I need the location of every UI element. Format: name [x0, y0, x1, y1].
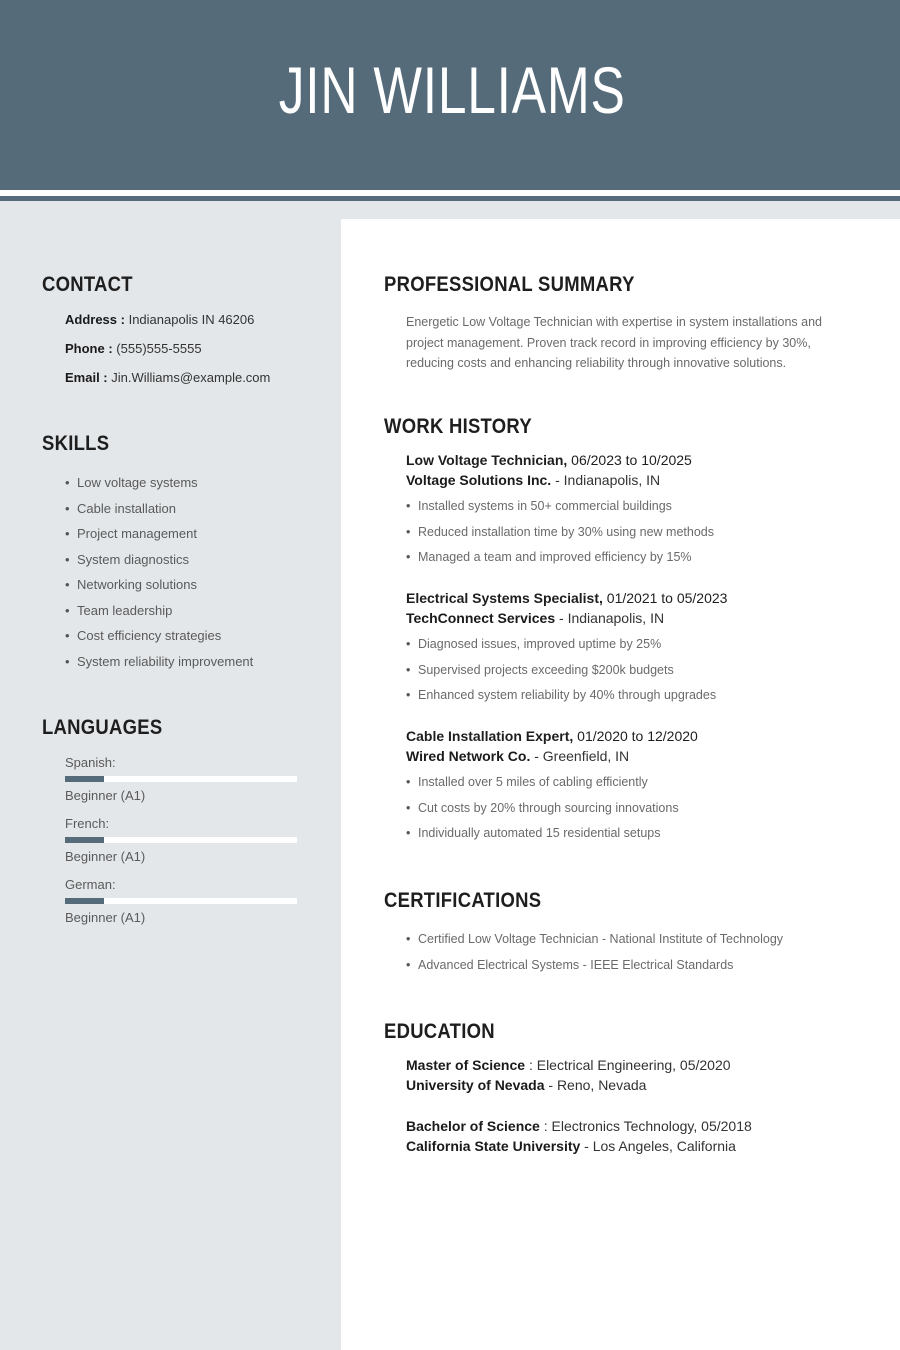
resume-header — [0, 0, 900, 190]
education-school: California State University — [406, 1138, 581, 1154]
candidate-name: JIN WILLIAMS — [278, 53, 626, 127]
address-value: Indianapolis IN 46206 — [128, 312, 255, 327]
job-title-line — [406, 728, 698, 744]
bullet-icon: • — [406, 663, 411, 677]
skill-item: • Networking solutions — [65, 577, 197, 592]
bullet-icon: • — [65, 526, 70, 541]
bullet-icon: • — [406, 958, 411, 972]
bullet-icon: • — [65, 475, 70, 490]
email-value: Jin.Williams@example.com — [111, 370, 271, 385]
contact-phone — [65, 341, 202, 356]
contact-address — [65, 312, 254, 327]
education-school-line — [406, 1077, 646, 1093]
phone-value: (555)555-5555 — [116, 341, 202, 356]
education-location: - Los Angeles, California — [580, 1138, 736, 1154]
education-degree: Bachelor of Science — [406, 1118, 540, 1134]
skill-item: • Project management — [65, 526, 197, 541]
bullet-icon: • — [406, 550, 411, 564]
job-role: Low Voltage Technician, — [406, 452, 568, 468]
bullet-icon: • — [65, 501, 70, 516]
skills-title: SKILLS — [42, 432, 110, 455]
language-proficiency-fill — [65, 776, 104, 782]
job-location: - Indianapolis, IN — [551, 472, 661, 488]
language-proficiency-fill — [65, 837, 104, 843]
job-dates: 01/2021 to 05/2023 — [602, 590, 728, 606]
education-field: : Electrical Engineering, 05/2020 — [525, 1057, 731, 1073]
summary-text: Energetic Low Voltage Technician with expertise in system installations and project management. Proven track record in improving efficiency by 30%, reducing costs and enhancing reliability through innovative solutions. — [406, 315, 822, 370]
education-school-line — [406, 1138, 736, 1154]
skill-item: • Team leadership — [65, 603, 173, 618]
job-dates: 01/2020 to 12/2020 — [573, 728, 698, 744]
job-bullet: • Enhanced system reliability by 40% through upgrades — [406, 688, 717, 702]
language-name: Spanish: — [65, 755, 116, 770]
skill-item: • Cost efficiency strategies — [65, 628, 222, 643]
job-title-line — [406, 590, 727, 606]
job-company: Voltage Solutions Inc. — [406, 472, 552, 488]
skill-item: • System diagnostics — [65, 552, 189, 567]
language-proficiency-bar — [65, 898, 297, 904]
bullet-icon: • — [65, 577, 70, 592]
language-proficiency-fill — [65, 898, 104, 904]
language-name: French: — [65, 816, 110, 831]
job-bullet: • Cut costs by 20% through sourcing innovations — [406, 801, 679, 815]
language-proficiency-bar — [65, 837, 297, 843]
languages-title: LANGUAGES — [42, 716, 163, 739]
bullet-icon: • — [406, 637, 411, 651]
education-field: : Electronics Technology, 05/2018 — [539, 1118, 752, 1134]
contact-email — [65, 370, 270, 385]
bullet-icon: • — [406, 525, 411, 539]
contact-title: CONTACT — [42, 273, 133, 296]
language-level: Beginner (A1) — [65, 849, 146, 864]
bullet-icon: • — [65, 603, 70, 618]
job-bullet: • Reduced installation time by 30% using new methods — [406, 525, 715, 539]
job-company-line — [406, 748, 629, 764]
job-bullet: • Managed a team and improved efficiency by 15% — [406, 550, 692, 564]
job-location: - Indianapolis, IN — [555, 610, 665, 626]
job-role: Cable Installation Expert, — [406, 728, 574, 744]
skill-item: • Cable installation — [65, 501, 177, 516]
education-degree-line — [406, 1118, 752, 1134]
bullet-icon: • — [406, 932, 411, 946]
language-proficiency-bar — [65, 776, 297, 782]
summary-title: PROFESSIONAL SUMMARY — [384, 273, 635, 296]
main-top-strip — [341, 201, 900, 219]
skill-item: • Low voltage systems — [65, 475, 198, 490]
certification-item: • Advanced Electrical Systems - IEEE Electrical Standards — [406, 958, 734, 972]
job-company: TechConnect Services — [406, 610, 556, 626]
job-bullet: • Installed over 5 miles of cabling efficiently — [406, 775, 648, 789]
job-company: Wired Network Co. — [406, 748, 531, 764]
language-name: German: — [65, 877, 116, 892]
job-company-line — [406, 610, 664, 626]
bullet-icon: • — [406, 775, 411, 789]
phone-label: Phone : — [65, 341, 113, 356]
language-level: Beginner (A1) — [65, 910, 146, 925]
skill-item: • System reliability improvement — [65, 654, 254, 669]
job-bullet: • Individually automated 15 residential setups — [406, 826, 661, 840]
education-degree: Master of Science — [406, 1057, 526, 1073]
bullet-icon: • — [406, 688, 411, 702]
bullet-icon: • — [406, 826, 411, 840]
bullet-icon: • — [406, 499, 411, 513]
job-bullet: • Diagnosed issues, improved uptime by 25% — [406, 637, 662, 651]
bullet-icon: • — [406, 801, 411, 815]
certifications-title: CERTIFICATIONS — [384, 889, 542, 912]
job-role: Electrical Systems Specialist, — [406, 590, 603, 606]
job-bullet: • Supervised projects exceeding $200k budgets — [406, 663, 674, 677]
job-title-line — [406, 452, 692, 468]
bullet-icon: • — [65, 628, 70, 643]
education-title: EDUCATION — [384, 1020, 495, 1043]
job-company-line — [406, 472, 660, 488]
work-history-title: WORK HISTORY — [384, 415, 532, 438]
education-location: - Reno, Nevada — [544, 1077, 647, 1093]
email-label: Email : — [65, 370, 108, 385]
education-degree-line — [406, 1057, 731, 1073]
job-dates: 06/2023 to 10/2025 — [567, 452, 692, 468]
address-label: Address : — [65, 312, 125, 327]
job-location: - Greenfield, IN — [530, 748, 630, 764]
language-level: Beginner (A1) — [65, 788, 146, 803]
certification-item: • Certified Low Voltage Technician - National Institute of Technology — [406, 932, 784, 946]
bullet-icon: • — [65, 552, 70, 567]
bullet-icon: • — [65, 654, 70, 669]
education-school: University of Nevada — [406, 1077, 545, 1093]
job-bullet: • Installed systems in 50+ commercial buildings — [406, 499, 672, 513]
